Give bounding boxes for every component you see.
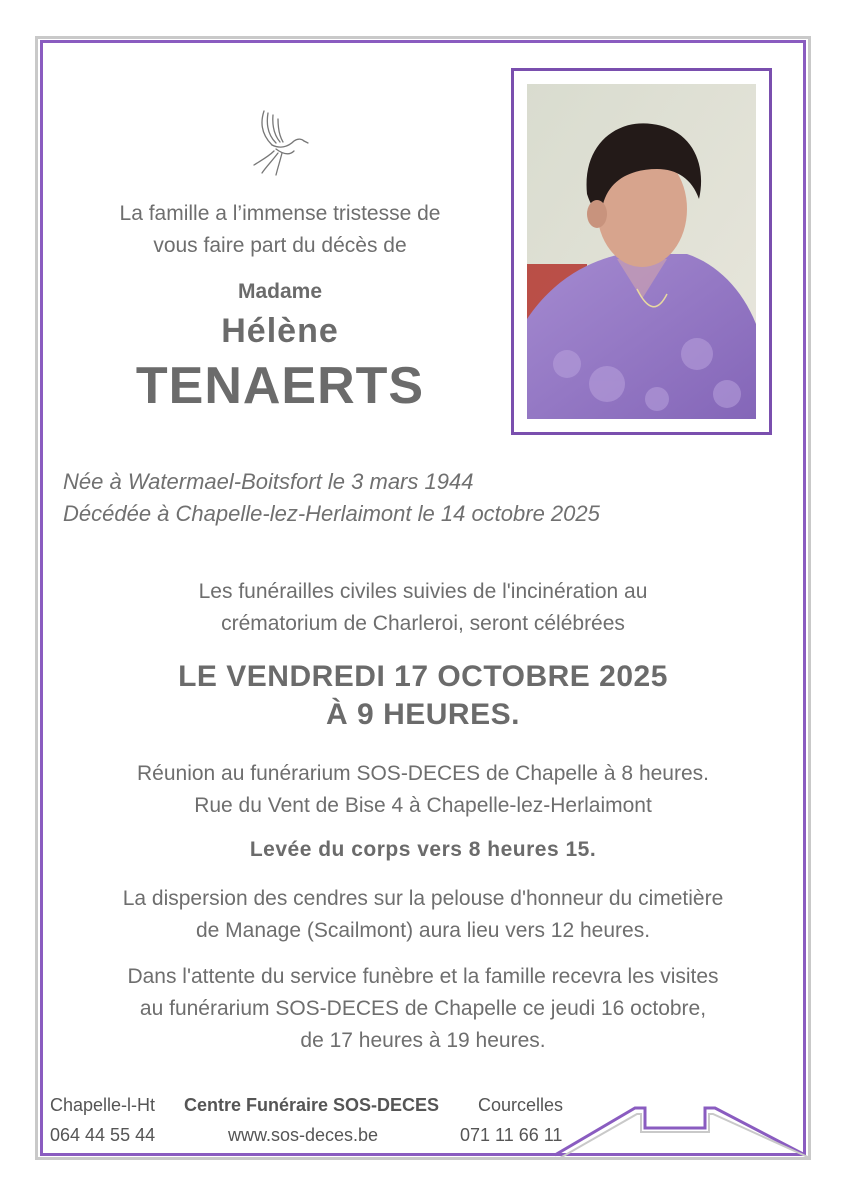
reunion-info [50, 758, 796, 822]
visits-info [50, 961, 796, 1057]
ceremony-line-1: Les funérailles civiles suivies de l'incinération au [198, 580, 648, 603]
intro-text [60, 198, 500, 262]
levee-info: Levée du corps vers 8 heures 15. [249, 838, 597, 861]
visits-line-2: au funérarium SOS-DECES de Chapelle ce jeudi 16 octobre, [139, 997, 707, 1020]
portrait-frame [511, 68, 772, 435]
ceremony-date-line-1: LE VENDREDI 17 OCTOBRE 2025 [178, 660, 668, 693]
reunion-line-2: Rue du Vent de Bise 4 à Chapelle-lez-Herlaimont [194, 794, 652, 817]
deceased-title: Madame [237, 280, 323, 303]
ceremony-line-2: crématorium de Charleroi, seront célébrées [221, 612, 625, 635]
footer-right-phone: 071 11 66 11 [460, 1125, 563, 1145]
portrait-photo [527, 84, 756, 419]
visits-line-1: Dans l'attente du service funèbre et la famille recevra les visites [127, 965, 719, 988]
footer-decoration [555, 1100, 815, 1160]
footer-right-city: Courcelles [478, 1095, 564, 1115]
ceremony-date-line-2: À 9 HEURES. [326, 698, 520, 731]
dispersion-line-2: de Manage (Scailmont) aura lieu vers 12 heures. [195, 919, 651, 942]
footer-company-name: Centre Funéraire SOS-DECES [184, 1095, 440, 1115]
intro-line-2: vous faire part du décès de [153, 234, 407, 257]
footer-website: www.sos-deces.be [228, 1125, 379, 1145]
visits-line-3: de 17 heures à 19 heures. [300, 1029, 546, 1052]
ceremony-date [50, 658, 796, 734]
death-date: Décédée à Chapelle-lez-Herlaimont le 14 octobre 2025 [63, 501, 600, 526]
dove-icon [250, 105, 310, 180]
dispersion-line-1: La dispersion des cendres sur la pelouse d'honneur du cimetière [122, 887, 724, 910]
deceased-last-name: TENAERTS [135, 357, 425, 415]
ceremony-intro [50, 576, 796, 640]
footer-left-city: Chapelle-l-Ht [50, 1095, 156, 1115]
reunion-line-1: Réunion au funérarium SOS-DECES de Chapelle à 8 heures. [137, 762, 709, 785]
footer-left-phone: 064 44 55 44 [50, 1125, 156, 1145]
dispersion-info [50, 883, 796, 947]
deceased-first-name: Hélène [221, 312, 339, 350]
intro-line-1: La famille a l’immense tristesse de [119, 202, 441, 225]
birth-date: Née à Watermael-Boitsfort le 3 mars 1944 [63, 469, 474, 494]
life-dates [63, 466, 763, 530]
